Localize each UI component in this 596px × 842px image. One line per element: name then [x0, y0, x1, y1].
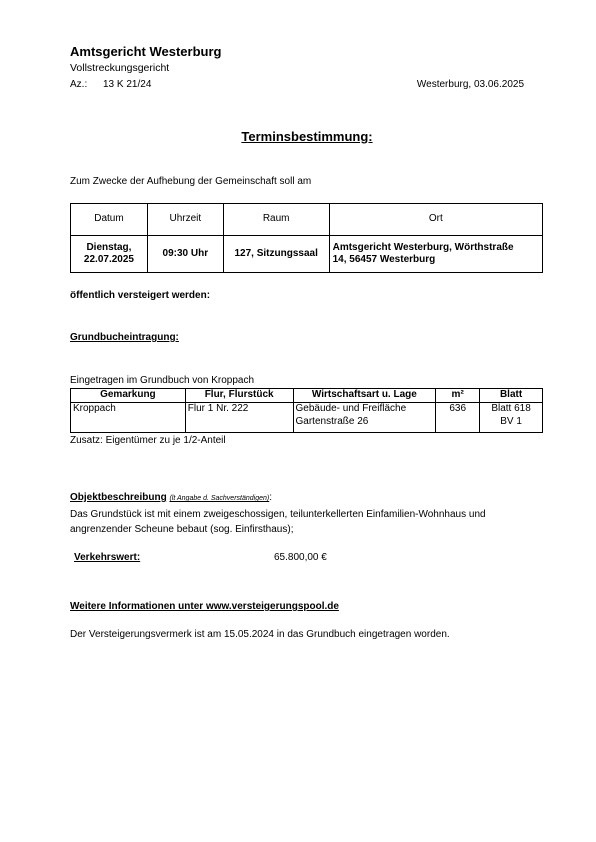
termin-header-uhrzeit: Uhrzeit [147, 204, 223, 236]
termin-header-raum: Raum [223, 204, 329, 236]
gb-header-qm: m² [436, 389, 480, 403]
weitere-informationen-link[interactable]: Weitere Informationen unter www.versteigerungspool.de [70, 601, 339, 612]
verkehrswert-value: 65.800,00 € [274, 552, 327, 563]
gb-blatt-line2: BV 1 [500, 415, 522, 427]
gb-blatt-cell [480, 403, 543, 433]
termin-table [70, 203, 543, 273]
gb-header-flur: Flur, Flurstück [185, 389, 293, 403]
termin-data-row [71, 236, 543, 273]
termin-ort-line2: 14, 56457 Westerburg [332, 254, 436, 265]
termin-raum-cell: 127, Sitzungssaal [223, 236, 329, 273]
gb-qm-cell: 636 [436, 403, 480, 433]
termin-header-ort: Ort [329, 204, 542, 236]
file-reference-value: 13 K 21/24 [103, 79, 152, 90]
court-name: Amtsgericht Westerburg [70, 44, 222, 59]
termin-date: 22.07.2025 [83, 254, 134, 265]
grundbuch-header-row [71, 389, 543, 403]
gb-flur-cell: Flur 1 Nr. 222 [185, 403, 293, 433]
grundbuch-data-row [71, 403, 543, 433]
gb-header-blatt: Blatt [480, 389, 543, 403]
gb-header-wirtschaftsart: Wirtschaftsart u. Lage [293, 389, 436, 403]
objekt-subnote: (lt Angabe d. Sachverständigen) [169, 495, 270, 502]
termin-weekday: Dienstag, [86, 241, 132, 253]
termin-uhrzeit-cell: 09:30 Uhr [147, 236, 223, 273]
grundbuch-eingetragen: Eingetragen im Grundbuch von Kroppach [70, 375, 255, 386]
gb-wirtschaftsart-line1: Gebäude- und Freifläche [295, 403, 407, 414]
court-department: Vollstreckungsgericht [70, 62, 170, 74]
gb-wirtschaftsart-cell [293, 403, 436, 433]
gb-gemarkung-cell: Kroppach [71, 403, 186, 433]
termin-header-datum: Datum [71, 204, 148, 236]
file-reference-label: Az.: [70, 79, 88, 90]
place-date: Westerburg, 03.06.2025 [416, 79, 524, 90]
objekt-description: Das Grundstück ist mit einem zweigeschossigen, teilunterkellerten Einfamilien-Wohnhaus und angrenzender Scheune bebaut (sog. Einfirsthaus); [70, 509, 486, 535]
termin-ort-line1: Amtsgericht Westerburg, Wörthstraße [332, 241, 514, 253]
intro-text: Zum Zwecke der Aufhebung der Gemeinschaft soll am [70, 176, 312, 187]
gb-blatt-line1: Blatt 618 [491, 403, 531, 414]
termin-ort-cell [329, 236, 542, 273]
termin-datum-cell [71, 236, 148, 273]
termin-header-row [71, 204, 543, 236]
objekt-heading-line [70, 492, 272, 505]
zusatz-text: Zusatz: Eigentümer zu je 1/2-Anteil [70, 435, 226, 446]
gb-wirtschaftsart-line2: Gartenstraße 26 [295, 415, 369, 427]
document-title: Terminsbestimmung: [241, 129, 373, 144]
objekt-heading: Objektbeschreibung [70, 492, 167, 503]
versteigerungsvermerk-text: Der Versteigerungsvermerk ist am 15.05.2024 in das Grundbuch eingetragen worden. [70, 629, 450, 640]
versteigert-text: öffentlich versteigert werden: [70, 290, 211, 301]
gb-header-gemarkung: Gemarkung [71, 389, 186, 403]
grundbuch-heading: Grundbucheintragung: [70, 332, 179, 343]
verkehrswert-label: Verkehrswert: [74, 552, 141, 563]
grundbuch-table [70, 388, 543, 433]
objekt-colon: : [269, 492, 272, 503]
file-reference [70, 79, 151, 92]
